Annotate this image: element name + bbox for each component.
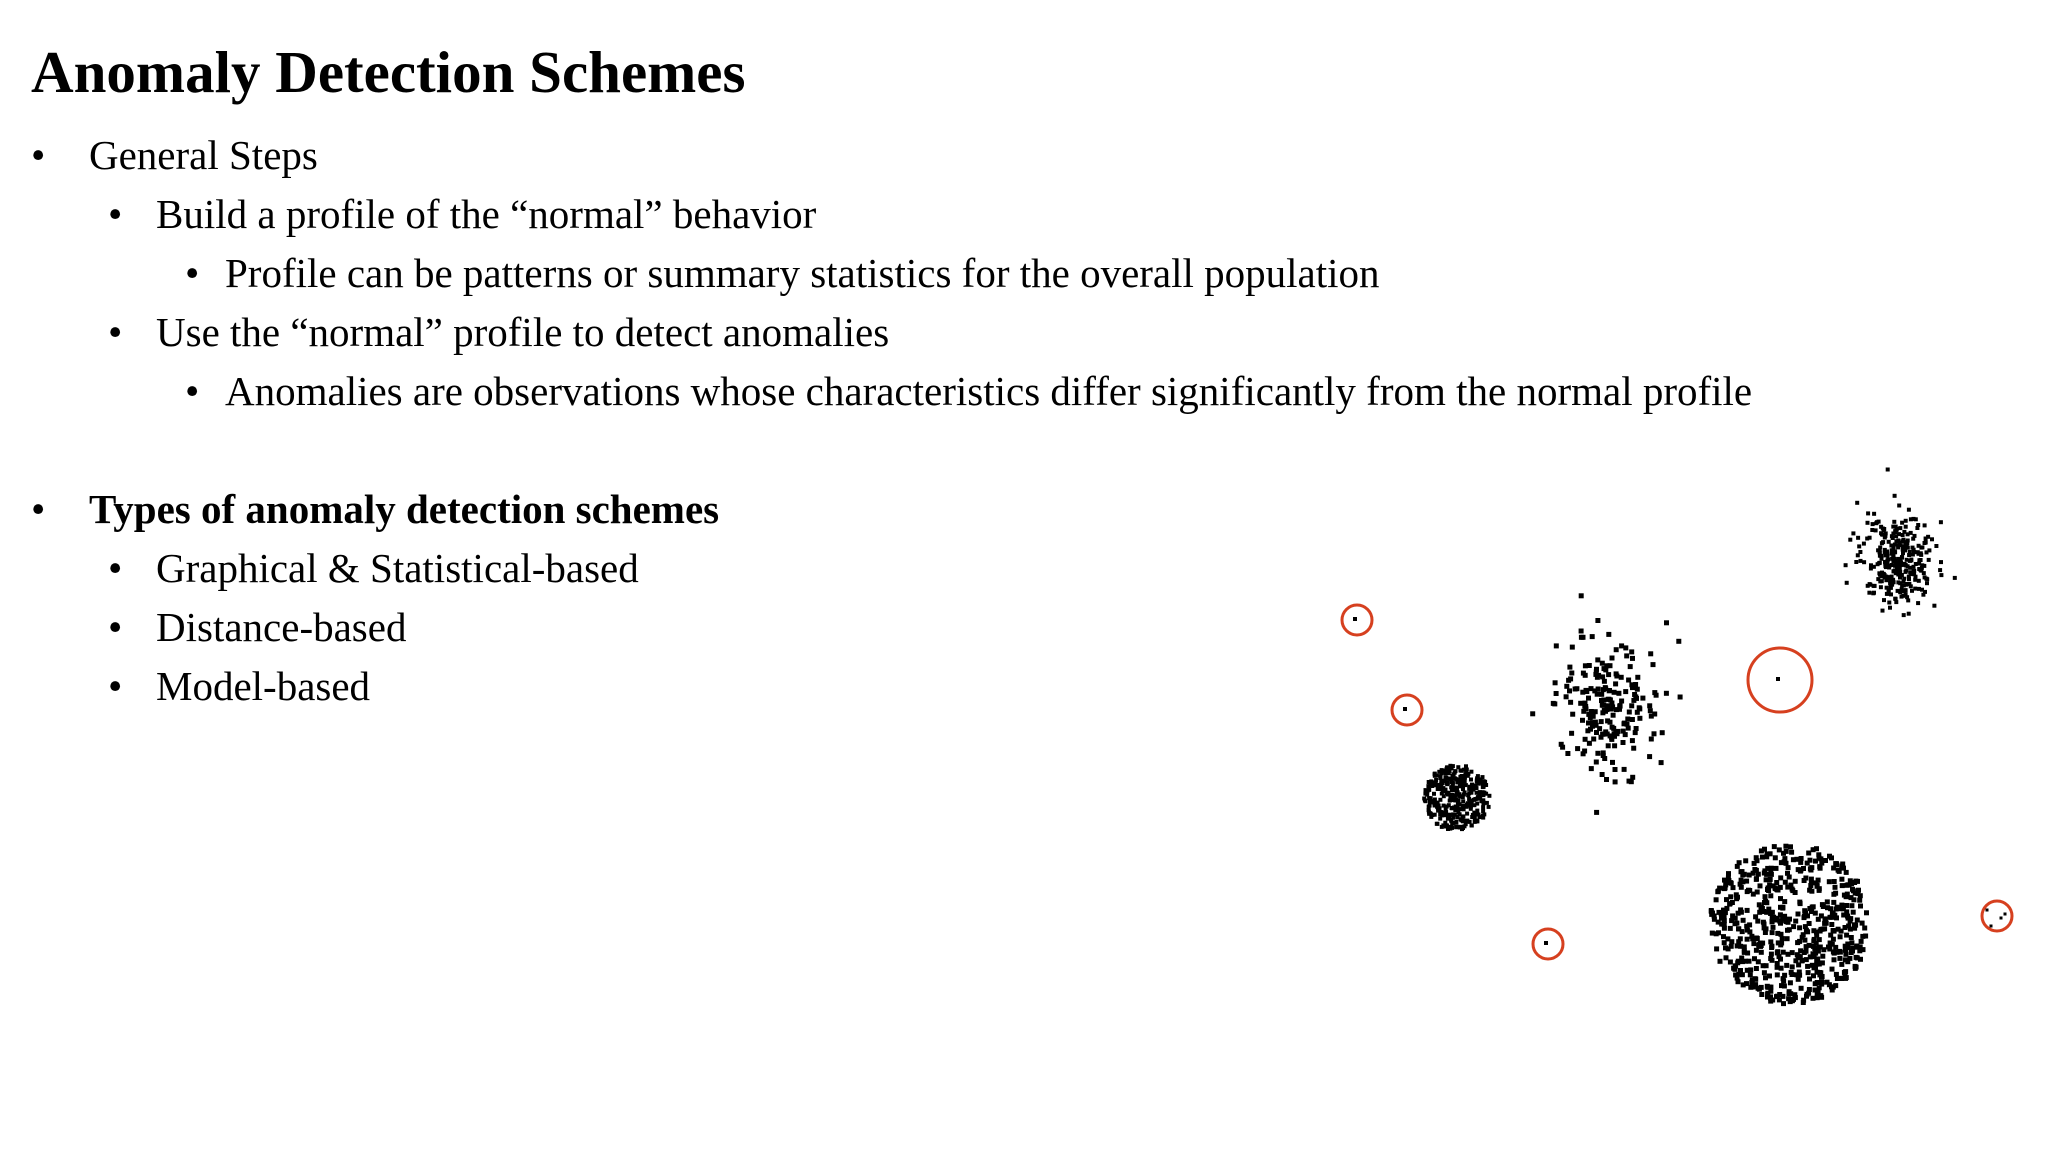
bullet-text: General Steps: [89, 132, 318, 178]
bullet-icon: •: [108, 663, 123, 709]
bullet-text: Types of anomaly detection schemes: [89, 486, 720, 532]
bullet-icon: •: [108, 604, 123, 650]
bullet-icon: •: [185, 250, 200, 296]
bullet-text: Distance-based: [156, 604, 407, 650]
bullet-icon: •: [108, 309, 123, 355]
bullet-icon: •: [31, 132, 46, 178]
bullet-text: Graphical & Statistical-based: [156, 545, 639, 591]
bullet-text: Use the “normal” profile to detect anomalies: [156, 309, 890, 355]
bullet-text: Model-based: [156, 663, 371, 709]
bullet-icon: •: [31, 486, 46, 532]
slide-title: Anomaly Detection Schemes: [31, 39, 746, 105]
bullet-icon: •: [185, 368, 200, 414]
bullet-icon: •: [108, 545, 123, 591]
bullet-text: Profile can be patterns or summary statistics for the overall population: [225, 250, 1380, 296]
bullet-text: Anomalies are observations whose characteristics differ significantly from the normal profile: [225, 368, 1753, 414]
bullet-text: Build a profile of the “normal” behavior: [156, 191, 817, 237]
bullet-icon: •: [108, 191, 123, 237]
